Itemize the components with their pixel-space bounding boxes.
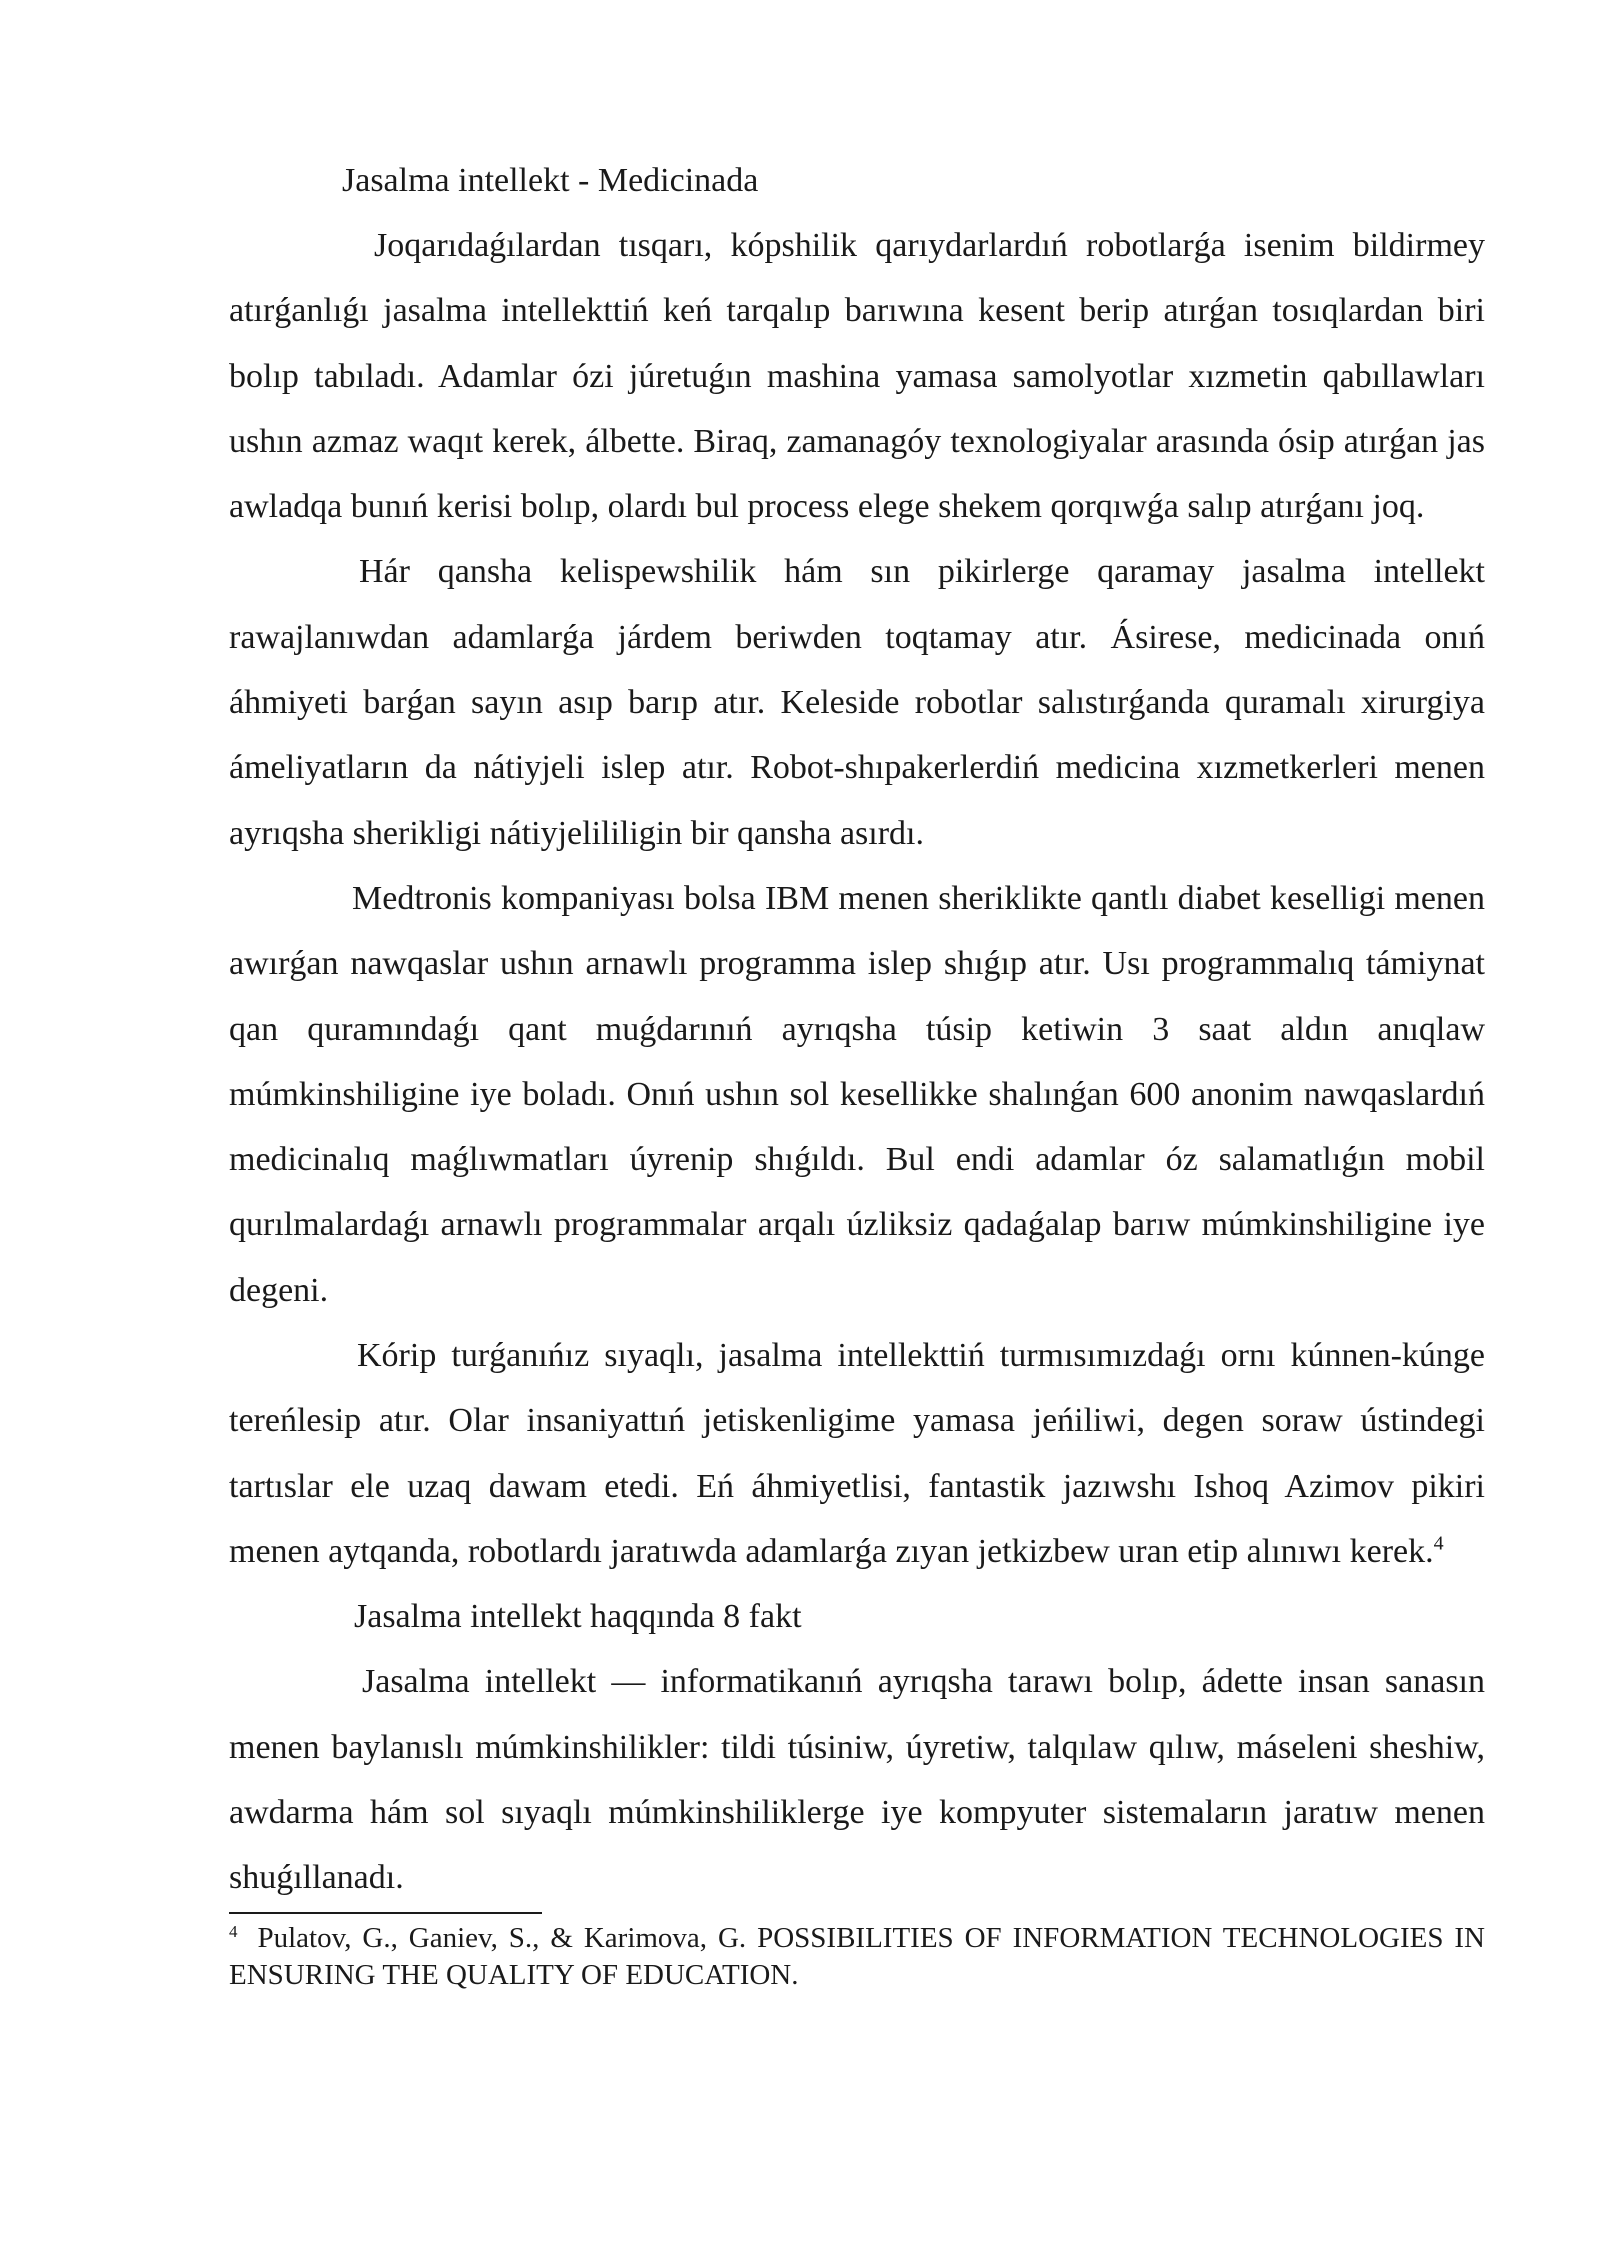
footnote-text: Pulatov, G., Ganiev, S., & Karimova, G. POSSIBILITIES OF INFORMATION TECHNOLOGIES IN ENSURING THE QUALITY OF EDUCATION.: [229, 1922, 1485, 1992]
paragraph: Jasalma intellekt — informatikanıń ayrıqsha tarawı bolıp, ádette insan sanasın menen baylanıslı múmkinshilikler: tildi túsiniw, úyretiw, talqılaw qılıw, máseleni sheshiw, awdarma hám sol sıyaqlı múmkinshiliklerge iye kompyuter sistemaların jaratıw menen shuǵıllanadı.: [229, 1663, 1485, 1897]
section-heading-medicine: Jasalma intellekt - Medicinada: [342, 162, 759, 199]
footnote: [229, 1920, 1485, 1994]
paragraph: Medtronis kompaniyası bolsa IBM menen sheriklikte qantlı diabet keselligi menen awırǵan nawqaslar ushın arnawlı programma islep shıǵıp atır. Usı programmalıq támiynat qan quramındaǵı qant muǵdarınıń ayrıqsha túsip ketiwin 3 saat aldın anıqlaw múmkinshiligine iye boladı. Onıń ushın sol kesellikke shalınǵan 600 anonim nawqaslardıń medicinalıq maǵlıwmatları úyrenip shıǵıldı. Bul endi adamlar óz salamatlıǵın mobil qurılmalardaǵı arnawlı programmalar arqalı úzliksiz qadaǵalap barıw múmkinshiligine iye degeni.: [229, 879, 1485, 1309]
paragraph: Joqarıdaǵılardan tısqarı, kópshilik qarıydarlardıń robotlarǵa isenim bildirmey atırǵanlıǵı jasalma intellekttiń keń tarqalıp barıwına kesent berip atırǵan tosıqlardan biri bolıp tabıladı. Adamlar ózi júretuǵın mashina yamasa samolyotlar xızmetin qabıllawları ushın azmaz waqıt kerek, álbette. Biraq, zamanagóy texnologiyalar arasında ósip atırǵan jas awladqa bunıń kerisi bolıp, olardı bul process elege shekem qorqıwǵa salıp atırǵanı joq.: [229, 227, 1485, 526]
paragraph-with-footnote: [229, 1323, 1485, 1584]
paragraph-text: Kórip turǵanıńız sıyaqlı, jasalma intellekttiń turmısımızdaǵı ornı kúnnen-kúnge tereńlesip atır. Olar insaniyattıń jetiskenligime yamasa jeńiliwi, degen soraw ústindegi tartıslar ele uzaq dawam etedi. Eń áhmiyetlisi, fantastik jazıwshı Ishoq Azimov pikiri menen aytqanda, robotlardı jaratıwda adamlarǵa zıyan jetkizbew uran etip alınıwı kerek.: [229, 1337, 1485, 1570]
document-page: [229, 148, 1485, 1994]
footnote-reference[interactable]: 4: [1433, 1532, 1444, 1555]
footnote-number: 4: [229, 1921, 238, 1941]
paragraph: Hár qansha kelispewshilik hám sın pikirlerge qaramay jasalma intellekt rawajlanıwdan adamlarǵa járdem beriwden toqtamay atır. Ásirese, medicinada onıń áhmiyeti barǵan sayın asıp barıp atır. Keleside robotlar salıstırǵanda quramalı xirurgiya ámeliyatların da nátiyjeli islep atır. Robot-shıpakerlerdiń medicina xızmetkerleri menen ayrıqsha sherikligi nátiyjelililigin bir qansha asırdı.: [229, 553, 1485, 852]
section-heading-facts: Jasalma intellekt haqqında 8 fakt: [354, 1598, 802, 1636]
footnote-separator: [229, 1912, 542, 1914]
